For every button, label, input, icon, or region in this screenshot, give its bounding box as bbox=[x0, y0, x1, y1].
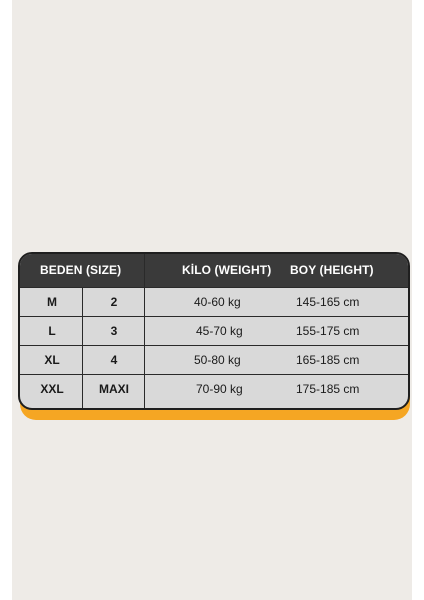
header-kilo: KİLO (WEIGHT) bbox=[182, 263, 272, 277]
weight-cell: 70-90 kg bbox=[196, 382, 243, 396]
table-row bbox=[20, 374, 408, 403]
column-divider bbox=[144, 254, 145, 408]
size-chart bbox=[18, 252, 412, 420]
weight-cell: 40-60 kg bbox=[194, 295, 241, 309]
header-boy: BOY (HEIGHT) bbox=[290, 263, 374, 277]
table-row bbox=[20, 345, 408, 374]
size-cell: M bbox=[47, 295, 57, 309]
size-cell: XL bbox=[44, 353, 60, 367]
height-cell: 155-175 cm bbox=[296, 324, 360, 338]
number-cell: 4 bbox=[110, 353, 118, 367]
size-cell: L bbox=[48, 324, 56, 338]
table-header bbox=[20, 254, 408, 287]
height-cell: 165-185 cm bbox=[296, 353, 360, 367]
height-cell: 145-165 cm bbox=[296, 295, 360, 309]
table-row bbox=[20, 316, 408, 345]
number-cell: 3 bbox=[110, 324, 118, 338]
number-cell: MAXI bbox=[99, 382, 129, 396]
column-divider bbox=[82, 287, 83, 408]
size-cell: XXL bbox=[40, 382, 64, 396]
height-cell: 175-185 cm bbox=[296, 382, 360, 396]
number-cell: 2 bbox=[110, 295, 118, 309]
table-row bbox=[20, 287, 408, 316]
weight-cell: 50-80 kg bbox=[194, 353, 241, 367]
header-beden: BEDEN (SIZE) bbox=[40, 263, 122, 277]
size-table bbox=[18, 252, 410, 410]
weight-cell: 45-70 kg bbox=[196, 324, 243, 338]
